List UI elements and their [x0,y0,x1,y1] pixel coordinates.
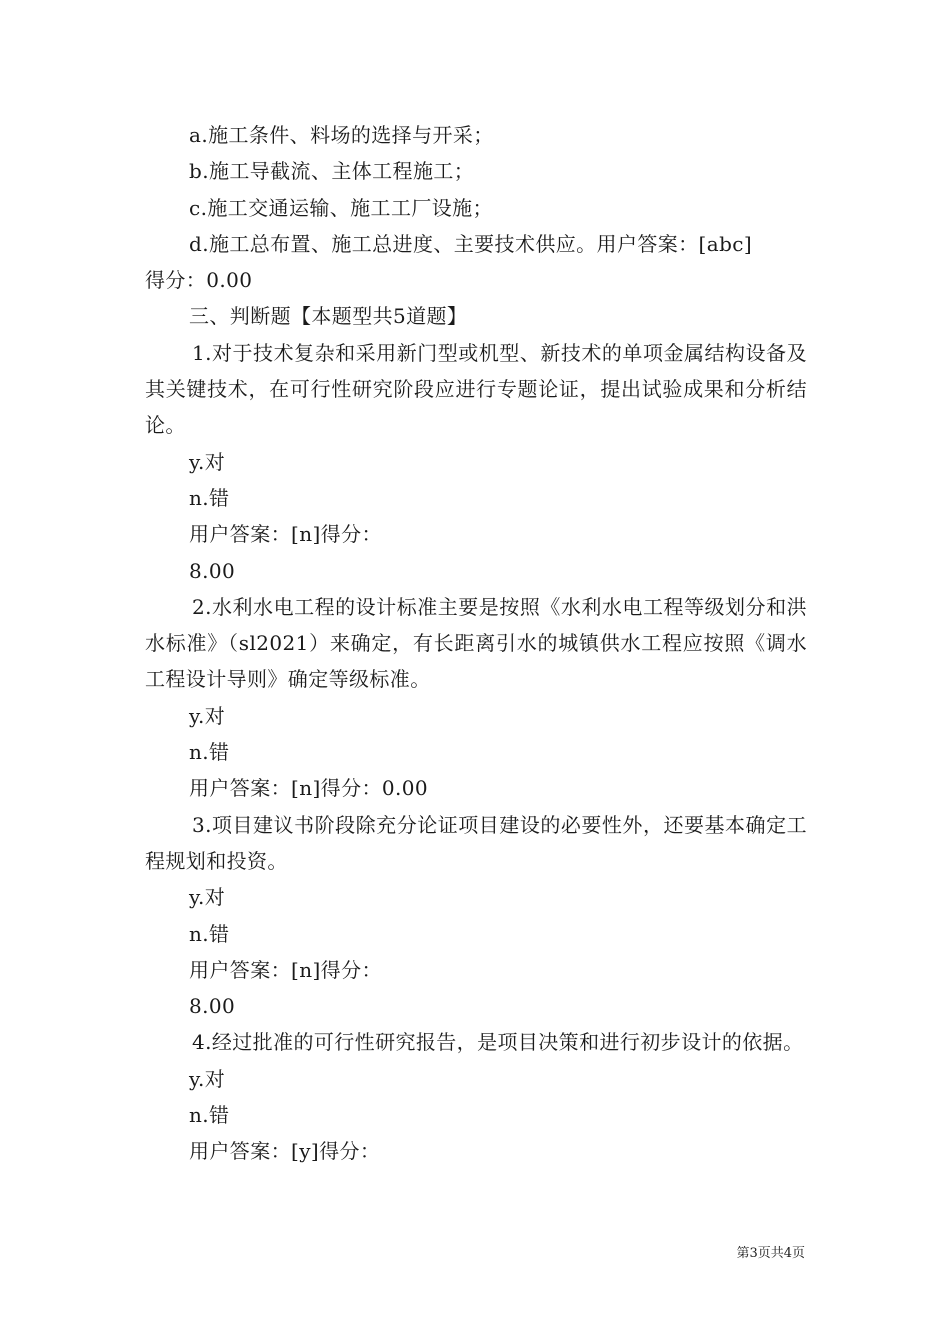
question-3-answer: 用户答案：[n]得分： [189,957,382,982]
page-number-footer: 第3页共4页 [736,1246,805,1261]
question-3-text: 3.项目建议书阶段除充分论证项目建设的必要性外，还要基本确定工程规划和投资。 [145,812,807,873]
question-4-option-y: y.对 [189,1066,226,1091]
option-d-with-answer: d.施工总布置、施工总进度、主要技术供应。用户答案：[abc] [189,231,753,256]
option-a: a.施工条件、料场的选择与开采； [189,123,494,147]
question-4-text: 4.经过批准的可行性研究报告，是项目决策和进行初步设计的依据。 [192,1030,804,1055]
question-3-score: 8.00 [189,994,236,1019]
question-1-answer: 用户答案：[n]得分： [189,522,382,547]
question-1-option-n: n.错 [189,485,230,510]
question-2-text: 2.水利水电工程的设计标准主要是按照《水利水电工程等级划分和洪水标准》（sl2021）来确定，有长距离引水的城镇供水工程应按照《调水工程设计导则》确定等级标准。 [145,594,807,692]
question-1-score: 8.00 [189,558,236,583]
question-1-option-y: y.对 [189,449,226,474]
section-heading: 三、判断题【本题型共5道题】 [189,304,468,329]
score-line: 得分：0.00 [145,268,253,293]
question-3-option-n: n.错 [189,921,230,946]
question-2-option-y: y.对 [189,703,226,728]
question-3-option-y: y.对 [189,885,226,910]
option-b: b.施工导截流、主体工程施工； [189,159,475,184]
question-4-answer: 用户答案：[y]得分： [189,1139,381,1164]
question-4-option-n: n.错 [189,1103,230,1128]
question-2-option-n: n.错 [189,740,230,765]
option-c: c.施工交通运输、施工工厂设施； [189,195,493,220]
document-body [145,117,807,1170]
question-2-answer: 用户答案：[n]得分：0.00 [189,776,429,801]
question-1-text: 1.对于技术复杂和采用新门型或机型、新技术的单项金属结构设备及其关键技术，在可行性研究阶段应进行专题论证，提出试验成果和分析结论。 [145,340,807,438]
